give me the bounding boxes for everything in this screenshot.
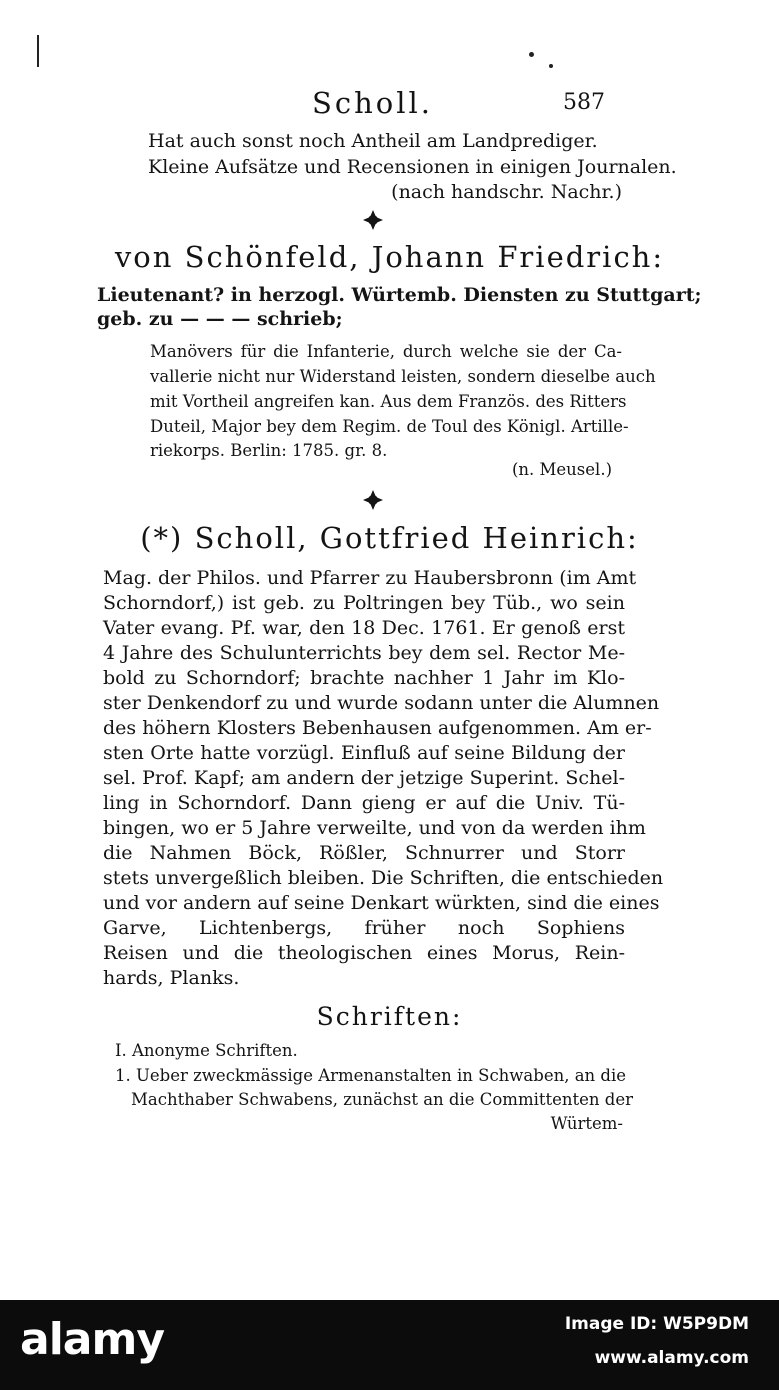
catchword: Würtem- — [550, 1114, 623, 1133]
item-line: Machthaber Schwabens, zunächst an die Committenten der — [131, 1090, 634, 1109]
bio-line: Mag. der Philos. und Pfarrer zu Haubersbronn (im Amt — [103, 567, 637, 589]
running-title: Scholl. — [312, 86, 434, 120]
work-line: Duteil, Major bey dem Regim. de Toul des Königl. Artille- — [150, 417, 629, 436]
entry-heading: (*) Scholl, Gottfried Heinrich: — [140, 521, 639, 555]
work-line: mit Vortheil angreifen kan. Aus dem Französ. des Ritters — [150, 392, 627, 411]
writings-heading: Schriften: — [316, 1002, 463, 1031]
section-heading: I. Anonyme Schriften. — [115, 1041, 298, 1060]
bio-line: hards, Planks. — [103, 967, 240, 989]
source-note: (nach handschr. Nachr.) — [391, 181, 622, 203]
text-line: Lieutenant? in herzogl. Würtemb. Diensten zu Stuttgart; — [97, 284, 702, 306]
bio-line: Vater evang. Pf. war, den 18 Dec. 1761. Er genoß erst — [103, 617, 625, 639]
bio-line: ster Denkendorf zu und wurde sodann unter die Alumnen — [103, 692, 660, 714]
source-note: (n. Meusel.) — [511, 460, 612, 479]
bio-line: sel. Prof. Kapf; am andern der jetzige Superint. Schel- — [103, 767, 625, 789]
brand-logo: alamy — [20, 1314, 164, 1365]
image-id: Image ID: W5P9DM — [564, 1314, 749, 1334]
work-line: Manövers für die Infanterie, durch welche sie der Ca- — [150, 342, 622, 361]
running-head — [0, 86, 779, 126]
text-line: Kleine Aufsätze und Recensionen in einigen Journalen. — [148, 156, 677, 178]
ink-speck — [549, 64, 553, 68]
item-line: 1. Ueber zweckmässige Armenanstalten in Schwaben, an die — [115, 1066, 627, 1085]
bio-line: bingen, wo er 5 Jahre verweilte, und von da werden ihm — [103, 817, 646, 839]
fleuron-ornament-icon — [362, 209, 384, 231]
ink-speck — [529, 52, 534, 57]
website-url: www.alamy.com — [594, 1348, 749, 1368]
bio-line: Schorndorf,) ist geb. zu Poltringen bey Tüb., wo sein — [103, 592, 625, 614]
page-number: 587 — [563, 90, 605, 115]
bio-line: Garve, Lichtenbergs, früher noch Sophiens — [103, 917, 625, 939]
bio-line: sten Orte hatte vorzügl. Einfluß auf seine Bildung der — [103, 742, 625, 764]
bio-line: und vor andern auf seine Denkart würkten, sind die eines — [103, 892, 660, 914]
bio-line: 4 Jahre des Schulunterrichts bey dem sel. Rector Me- — [103, 642, 625, 664]
fleuron-ornament-icon — [362, 489, 384, 511]
page-edge-mark — [37, 35, 39, 67]
bio-line: die Nahmen Böck, Rößler, Schnurrer und Storr — [103, 842, 625, 864]
bio-line: bold zu Schorndorf; brachte nachher 1 Jahr im Klo- — [103, 667, 625, 689]
entry-heading: von Schönfeld, Johann Friedrich: — [114, 240, 665, 274]
work-line: vallerie nicht nur Widerstand leisten, sondern dieselbe auch — [150, 367, 656, 386]
text-line: geb. zu — — — schrieb; — [97, 308, 343, 330]
bio-line: des höhern Klosters Bebenhausen aufgenommen. Am er- — [103, 717, 652, 739]
watermark-banner — [0, 1300, 779, 1390]
work-line: riekorps. Berlin: 1785. gr. 8. — [150, 441, 388, 460]
bio-line: Reisen und die theologischen eines Morus, Rein- — [103, 942, 625, 964]
bio-line: stets unvergeßlich bleiben. Die Schriften, die entschieden — [103, 867, 664, 889]
bio-line: ling in Schorndorf. Dann gieng er auf die Univ. Tü- — [103, 792, 625, 814]
text-line: Hat auch sonst noch Antheil am Landprediger. — [148, 130, 598, 152]
